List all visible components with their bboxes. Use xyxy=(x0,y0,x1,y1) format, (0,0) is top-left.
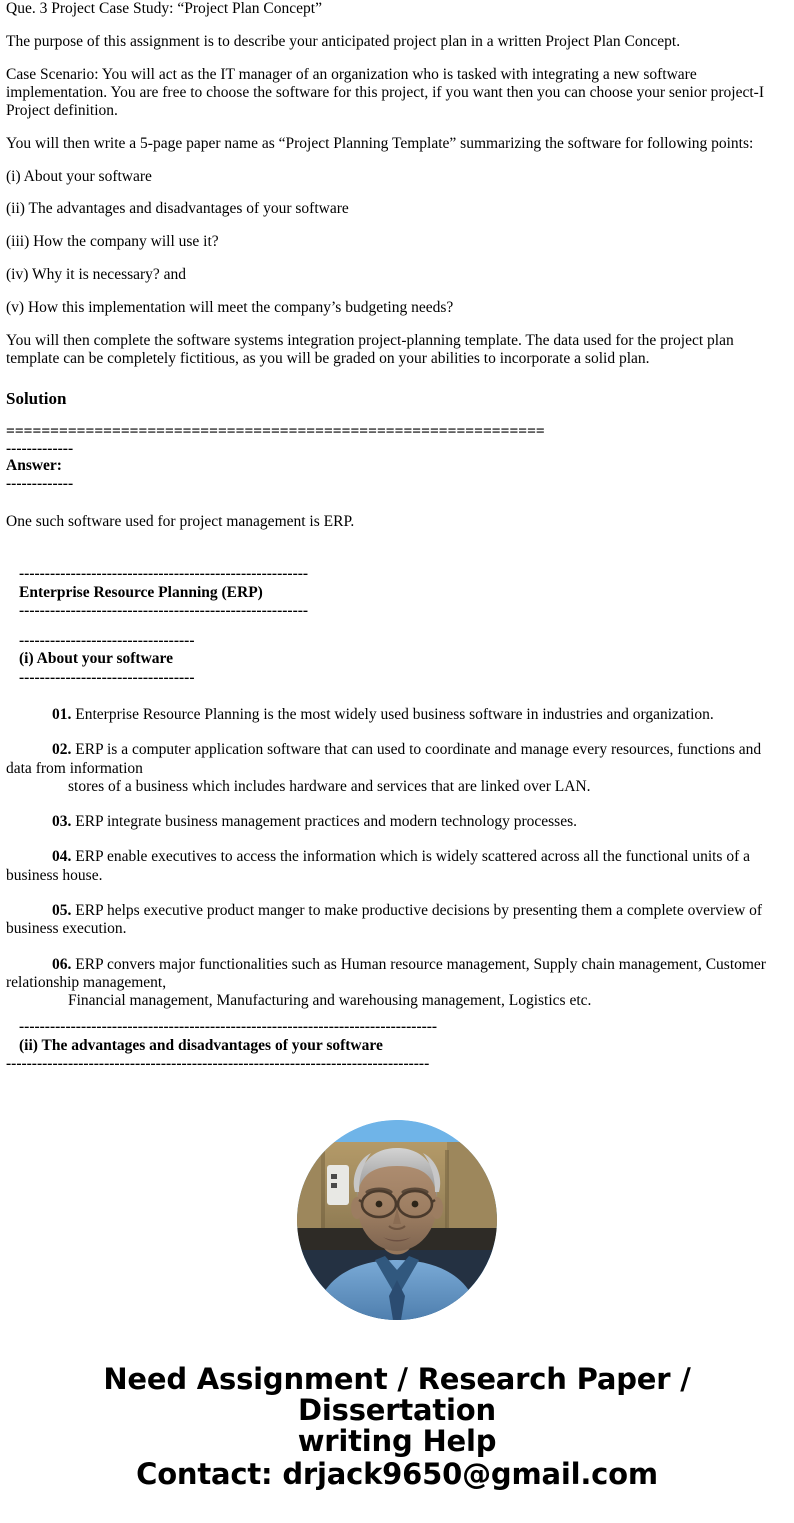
list-item-text: ERP integrate business management practices and modern technology processes. xyxy=(71,813,577,831)
section-ii-rule-bottom: ---------------------------------------------------------------------------------- xyxy=(6,1056,430,1072)
portrait-photo xyxy=(297,1120,497,1320)
spacer xyxy=(0,492,794,513)
answer-intro-paragraph: One such software used for project management is ERP. xyxy=(6,512,355,530)
list-item xyxy=(6,813,786,831)
erp-section-block xyxy=(0,566,794,618)
list-item xyxy=(6,956,786,993)
list-item-text: ERP enable executives to access the information which is widely scattered across all the functional units of a business house. xyxy=(6,848,751,884)
list-item-text: ERP convers major functionalities such as Human resource management, Supply chain management, Customer relationship management, xyxy=(6,955,766,991)
point-item-iv: (iv) Why it is necessary? and xyxy=(6,266,187,284)
section-i-block xyxy=(0,633,794,685)
equals-rule: ============================================================= xyxy=(6,423,545,440)
section-i-title: (i) About your software xyxy=(19,650,173,668)
spacer xyxy=(0,545,794,566)
intro-paragraph-2: Case Scenario: You will act as the IT manager of an organization who is tasked with integrating a new software implementation. You are free to choose the software for this project, if you want then you can choose your senior project-I Project definition. xyxy=(6,65,764,120)
section-i-rule-bottom: ---------------------------------- xyxy=(19,669,195,686)
list-item-continuation: stores of a business which includes hardware and services that are linked over LAN. xyxy=(68,777,591,795)
portrait-photo-container xyxy=(0,1120,794,1320)
footer xyxy=(0,1361,794,1491)
list-item-number: 05. xyxy=(52,902,72,919)
footer-contact-line: Contact: drjack9650@gmail.com xyxy=(136,1456,658,1491)
erp-section-title: Enterprise Resource Planning (ERP) xyxy=(19,583,263,601)
intro-paragraph-1: The purpose of this assignment is to describe your anticipated project plan in a written Project Plan Concept. xyxy=(6,32,681,50)
question-heading: Que. 3 Project Case Study: “Project Plan Concept” xyxy=(6,0,322,17)
point-item-v: (v) How this implementation will meet the company’s budgeting needs? xyxy=(6,298,454,316)
point-item-i: (i) About your software xyxy=(6,167,152,185)
answer-label: Answer: xyxy=(6,457,62,475)
list-item xyxy=(6,706,786,724)
erp-rule-bottom: -------------------------------------------------------- xyxy=(19,603,309,619)
list-item-text: ERP helps executive product manger to make productive decisions by presenting them a complete overview of business execution. xyxy=(6,902,763,938)
erp-rule-top: -------------------------------------------------------- xyxy=(19,566,309,582)
section-i-rule-top: ---------------------------------- xyxy=(19,632,195,649)
intro-paragraph-3: You will then write a 5-page paper name as “Project Planning Template” summarizing the software for following points: xyxy=(6,134,754,152)
portrait-photo-graphic xyxy=(297,1120,497,1320)
list-item-text: ERP is a computer application software that can used to coordinate and manage every resources, functions and data from information xyxy=(6,741,762,777)
dash-rule-above-answer: ------------- xyxy=(6,440,74,457)
list-item-number: 04. xyxy=(52,848,72,866)
dash-rule-below-answer: ------------- xyxy=(6,475,74,492)
point-item-iii: (iii) How the company will use it? xyxy=(6,233,219,251)
list-item-continuation: Financial management, Manufacturing and warehousing management, Logistics etc. xyxy=(68,992,592,1010)
section-ii-rule-top: --------------------------------------------------------------------------------- xyxy=(19,1019,438,1035)
point-item-ii: (ii) The advantages and disadvantages of your software xyxy=(6,200,349,218)
footer-headline-line2: writing Help xyxy=(297,1423,497,1458)
spacer xyxy=(0,1010,794,1019)
list-item xyxy=(6,902,786,939)
list-item-number: 01. xyxy=(52,706,72,724)
footer-headline-line1: Need Assignment / Research Paper / Dissertation xyxy=(103,1361,691,1427)
solution-heading: Solution xyxy=(6,389,67,409)
spacer xyxy=(0,619,794,633)
list-item xyxy=(6,741,786,778)
list-item-number: 02. xyxy=(52,741,72,759)
list-item xyxy=(6,848,786,885)
list-item-number: 03. xyxy=(52,813,72,831)
list-item-text: Enterprise Resource Planning is the most widely used business software in industries and organization. xyxy=(71,706,714,724)
list-item-number: 06. xyxy=(52,955,72,973)
spacer xyxy=(0,685,794,706)
section-ii-title: (ii) The advantages and disadvantages of your software xyxy=(19,1036,383,1054)
closing-paragraph: You will then complete the software systems integration project-planning template. The data used for the project plan template can be completely fictitious, as you will be graded on your abilities to incorporate a solid plan. xyxy=(6,331,734,367)
